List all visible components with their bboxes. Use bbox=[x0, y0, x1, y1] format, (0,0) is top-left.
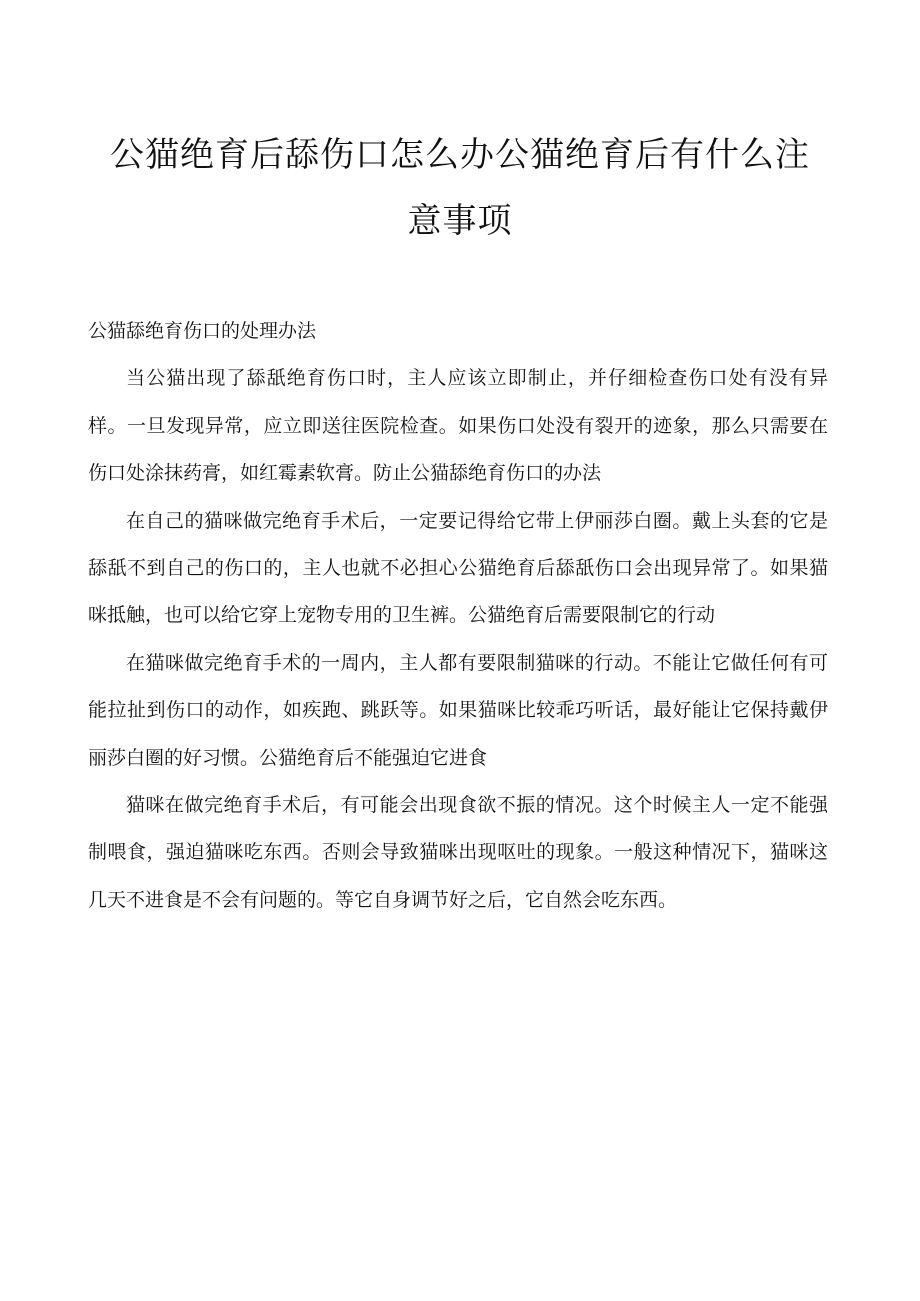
document-title-line-2: 意事项 bbox=[407, 201, 513, 241]
body-paragraph-4: 猫咪在做完绝育手术后，有可能会出现食欲不振的情况。这个时候主人一定不能强制喂食，强迫猫咪吃东西。否则会导致猫咪出现呕吐的现象。一般这种情况下，猫咪这几天不进食是不会有问题的。等它自身调节好之后，它自然会吃东西。 bbox=[88, 794, 828, 911]
section-heading: 公猫舔绝育伤口的处理办法 bbox=[88, 320, 317, 342]
body-paragraph-3: 在猫咪做完绝育手术的一周内，主人都有要限制猫咪的行动。不能让它做任何有可能拉扯到伤口的动作，如疾跑、跳跃等。如果猫咪比较乖巧听话，最好能让它保持戴伊丽莎白圈的好习惯。公猫绝育后不能强迫它进食 bbox=[88, 651, 828, 769]
document-body bbox=[88, 308, 828, 924]
document-title bbox=[60, 122, 860, 254]
body-paragraph-1: 当公猫出现了舔舐绝育伤口时，主人应该立即制止，并仔细检查伤口处有没有异样。一旦发现异常，应立即送往医院检查。如果伤口处没有裂开的迹象，那么只需要在伤口处涂抹药膏，如红霉素软膏。防止公猫舔绝育伤口的办法 bbox=[88, 367, 828, 485]
document-title-line-1: 公猫绝育后舔伤口怎么办公猫绝育后有什么注 bbox=[110, 135, 810, 175]
body-paragraph-2: 在自己的猫咪做完绝育手术后，一定要记得给它带上伊丽莎白圈。戴上头套的它是舔舐不到自己的伤口的，主人也就不必担心公猫绝育后舔舐伤口会出现异常了。如果猫咪抵触，也可以给它穿上宠物专用的卫生裤。公猫绝育后需要限制它的行动 bbox=[88, 509, 828, 627]
